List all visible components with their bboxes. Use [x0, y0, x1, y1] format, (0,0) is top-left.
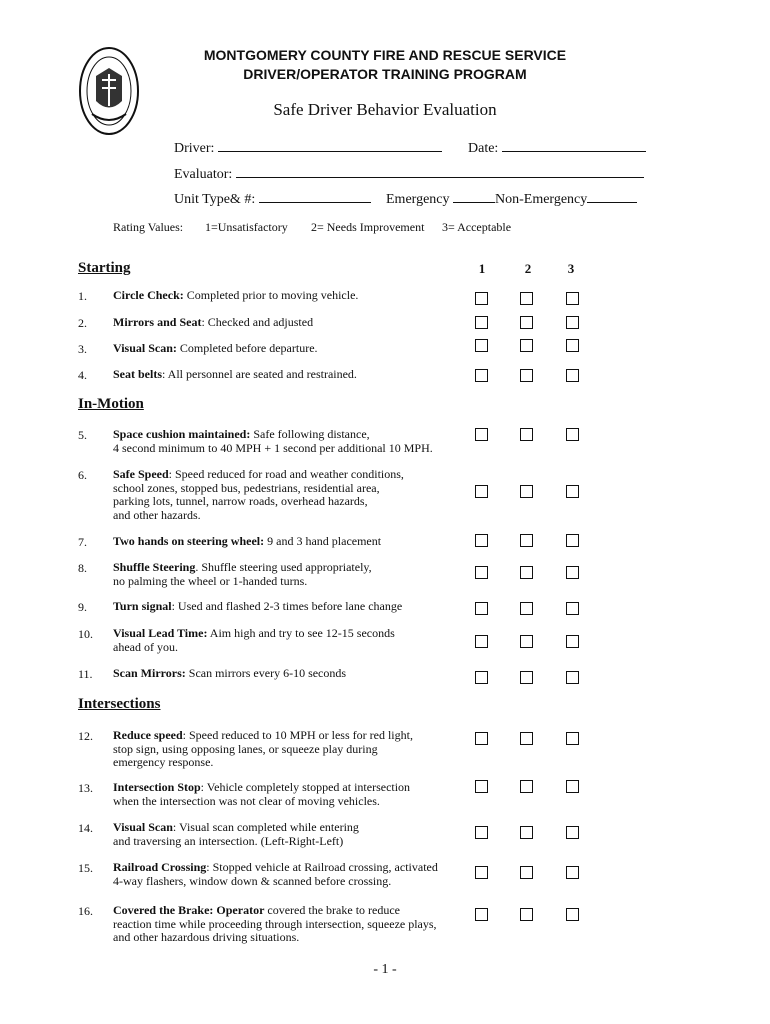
- rating-checkbox-3[interactable]: [566, 316, 579, 329]
- rating-checkbox-3[interactable]: [566, 826, 579, 839]
- item-number: 2.: [78, 316, 87, 330]
- item-text: [113, 468, 463, 522]
- rating-checkbox-2[interactable]: [520, 908, 533, 921]
- item-description-line: and traversing an intersection. (Left-Right-Left): [113, 833, 344, 848]
- item-text: [113, 368, 463, 382]
- item-description-line: 4-way flashers, window down & scanned before crossing.: [113, 873, 392, 888]
- rating-checkbox-2[interactable]: [520, 732, 533, 745]
- item-number: 1.: [78, 289, 87, 303]
- item-title: Covered the Brake: Operator: [113, 903, 265, 917]
- item-number: 13.: [78, 781, 93, 795]
- item-description: Completed before departure.: [176, 341, 318, 355]
- rating-checkbox-1[interactable]: [475, 339, 488, 352]
- rating-checkbox-3[interactable]: [566, 635, 579, 648]
- item-description-line: no palming the wheel or 1-handed turns.: [113, 573, 308, 588]
- item-title: Seat belts: [113, 367, 162, 381]
- rating-checkbox-1[interactable]: [475, 866, 488, 879]
- item-number: 7.: [78, 535, 87, 549]
- item-number: 4.: [78, 368, 87, 382]
- rating-checkbox-3[interactable]: [566, 908, 579, 921]
- rating-checkbox-2[interactable]: [520, 428, 533, 441]
- rating-checkbox-1[interactable]: [475, 826, 488, 839]
- item-description-line: reaction time while proceeding through intersection, squeeze plays,: [113, 916, 437, 931]
- rating-checkbox-1[interactable]: [475, 780, 488, 793]
- item-text: [113, 627, 463, 654]
- item-text: [113, 667, 463, 681]
- rating-checkbox-3[interactable]: [566, 602, 579, 615]
- item-number: 12.: [78, 729, 93, 743]
- rating-checkbox-2[interactable]: [520, 369, 533, 382]
- rating-checkbox-2[interactable]: [520, 602, 533, 615]
- item-number: 15.: [78, 861, 93, 875]
- item-text: [113, 428, 463, 455]
- item-text: [113, 316, 463, 330]
- rating-checkbox-2[interactable]: [520, 866, 533, 879]
- item-number: 8.: [78, 561, 87, 575]
- driver-field[interactable]: Driver:: [174, 139, 442, 157]
- rating-checkbox-2[interactable]: [520, 316, 533, 329]
- item-description-line: and other hazards.: [113, 507, 201, 522]
- rating-checkbox-2[interactable]: [520, 635, 533, 648]
- item-title: Railroad Crossing: [113, 860, 207, 874]
- rating-checkbox-2[interactable]: [520, 292, 533, 305]
- item-title: Safe Speed: [113, 467, 169, 481]
- rating-checkbox-1[interactable]: [475, 602, 488, 615]
- item-description: : Vehicle completely stopped at intersection: [200, 780, 411, 794]
- item-description: : Speed reduced to 10 MPH or less for red light,: [182, 728, 413, 742]
- item-text: [113, 289, 463, 303]
- item-number: 5.: [78, 428, 87, 442]
- item-title: Visual Scan: [113, 820, 173, 834]
- item-title: Intersection Stop: [113, 780, 201, 794]
- item-description-line: stop sign, using opposing lanes, or squeeze play during: [113, 741, 378, 756]
- emergency-field[interactable]: Emergency Non-Emergency: [386, 190, 637, 208]
- item-text: [113, 600, 463, 614]
- item-title: Shuffle Steering: [113, 560, 196, 574]
- item-description: covered the brake to reduce: [264, 903, 400, 917]
- rating-checkbox-3[interactable]: [566, 534, 579, 547]
- rating-checkbox-1[interactable]: [475, 428, 488, 441]
- item-description-line: ahead of you.: [113, 639, 178, 654]
- rating-checkbox-3[interactable]: [566, 339, 579, 352]
- item-text: [113, 904, 463, 945]
- rating-checkbox-3[interactable]: [566, 292, 579, 305]
- rating-checkbox-3[interactable]: [566, 369, 579, 382]
- rating-2: 2= Needs Improvement: [311, 220, 425, 234]
- item-text: [113, 342, 463, 356]
- item-description: : Speed reduced for road and weather conditions,: [168, 467, 404, 481]
- item-number: 9.: [78, 600, 87, 614]
- item-text: [113, 561, 463, 588]
- item-description: : All personnel are seated and restrained.: [162, 367, 357, 381]
- item-description-line: 4 second minimum to 40 MPH + 1 second per additional 10 MPH.: [113, 440, 433, 455]
- rating-checkbox-2[interactable]: [520, 671, 533, 684]
- item-description: : Visual scan completed while entering: [172, 820, 359, 834]
- rating-checkbox-1[interactable]: [475, 732, 488, 745]
- item-number: 10.: [78, 627, 93, 641]
- rating-checkbox-1[interactable]: [475, 566, 488, 579]
- rating-checkbox-1[interactable]: [475, 635, 488, 648]
- rating-3: 3= Acceptable: [442, 220, 512, 234]
- item-text: [113, 781, 463, 808]
- date-field[interactable]: Date:: [468, 139, 646, 157]
- rating-checkbox-2[interactable]: [520, 780, 533, 793]
- item-text: [113, 821, 463, 848]
- rating-checkbox-3[interactable]: [566, 780, 579, 793]
- rating-checkbox-2[interactable]: [520, 566, 533, 579]
- item-title: Scan Mirrors:: [113, 666, 186, 680]
- item-number: 11.: [78, 667, 93, 681]
- column-header-1: 1: [478, 261, 486, 276]
- item-description: Safe following distance,: [250, 427, 370, 441]
- item-description: : Used and flashed 2-3 times before lane change: [171, 599, 403, 613]
- item-title: Circle Check:: [113, 288, 184, 302]
- rating-checkbox-3[interactable]: [566, 485, 579, 498]
- rating-checkbox-1[interactable]: [475, 369, 488, 382]
- item-description: 9 and 3 hand placement: [264, 534, 382, 548]
- item-description-line: school zones, stopped bus, pedestrians, residential area,: [113, 480, 380, 495]
- rating-checkbox-2[interactable]: [520, 485, 533, 498]
- section-intersections: Intersections: [78, 696, 161, 712]
- rating-checkbox-1[interactable]: [475, 908, 488, 921]
- rating-checkbox-1[interactable]: [475, 671, 488, 684]
- org-name: MONTGOMERY COUNTY FIRE AND RESCUE SERVICE: [203, 47, 567, 63]
- item-text: [113, 535, 463, 549]
- rating-checkbox-2[interactable]: [520, 826, 533, 839]
- form-title: Safe Driver Behavior Evaluation: [273, 100, 497, 119]
- item-title: Space cushion maintained:: [113, 427, 251, 441]
- item-number: 14.: [78, 821, 93, 835]
- item-description: Completed prior to moving vehicle.: [183, 288, 359, 302]
- item-title: Mirrors and Seat: [113, 315, 202, 329]
- item-number: 6.: [78, 468, 87, 482]
- section-in-motion: In-Motion: [78, 396, 144, 412]
- item-title: Two hands on steering wheel:: [113, 534, 265, 548]
- item-description: . Shuffle steering used appropriately,: [195, 560, 372, 574]
- item-description: Aim high and try to see 12-15 seconds: [207, 626, 395, 640]
- rating-checkbox-1[interactable]: [475, 292, 488, 305]
- program-name: DRIVER/OPERATOR TRAINING PROGRAM: [243, 66, 527, 82]
- rating-checkbox-2[interactable]: [520, 339, 533, 352]
- rating-checkbox-1[interactable]: [475, 485, 488, 498]
- rating-checkbox-1[interactable]: [475, 534, 488, 547]
- rating-checkbox-2[interactable]: [520, 534, 533, 547]
- page-number: - 1 -: [373, 962, 397, 977]
- section-starting: Starting: [78, 260, 131, 276]
- item-title: Visual Lead Time:: [113, 626, 208, 640]
- item-description: Scan mirrors every 6-10 seconds: [185, 666, 347, 680]
- item-description-line: when the intersection was not clear of moving vehicles.: [113, 793, 380, 808]
- rating-checkbox-3[interactable]: [566, 671, 579, 684]
- item-title: Turn signal: [113, 599, 172, 613]
- item-number: 3.: [78, 342, 87, 356]
- item-text: [113, 861, 463, 888]
- rating-checkbox-3[interactable]: [566, 428, 579, 441]
- rating-values-label: Rating Values:: [113, 220, 184, 234]
- column-header-3: 3: [567, 261, 575, 276]
- item-description: : Checked and adjusted: [201, 315, 314, 329]
- rating-checkbox-3[interactable]: [566, 866, 579, 879]
- rating-checkbox-3[interactable]: [566, 732, 579, 745]
- unit-type-field[interactable]: Unit Type& #:: [174, 190, 371, 208]
- item-title: Reduce speed: [113, 728, 183, 742]
- column-header-2: 2: [524, 261, 532, 276]
- item-description: : Stopped vehicle at Railroad crossing, activated: [206, 860, 438, 874]
- item-text: [113, 729, 463, 770]
- item-description-line: parking lots, tunnel, narrow roads, overhead hazards,: [113, 494, 368, 508]
- rating-1: 1=Unsatisfactory: [205, 220, 288, 234]
- item-number: 16.: [78, 904, 93, 918]
- evaluator-field[interactable]: Evaluator:: [174, 165, 644, 183]
- rating-checkbox-1[interactable]: [475, 316, 488, 329]
- item-title: Visual Scan:: [113, 341, 177, 355]
- item-description-line: emergency response.: [113, 755, 214, 769]
- rating-checkbox-3[interactable]: [566, 566, 579, 579]
- item-description-line: and other hazardous driving situations.: [113, 930, 300, 944]
